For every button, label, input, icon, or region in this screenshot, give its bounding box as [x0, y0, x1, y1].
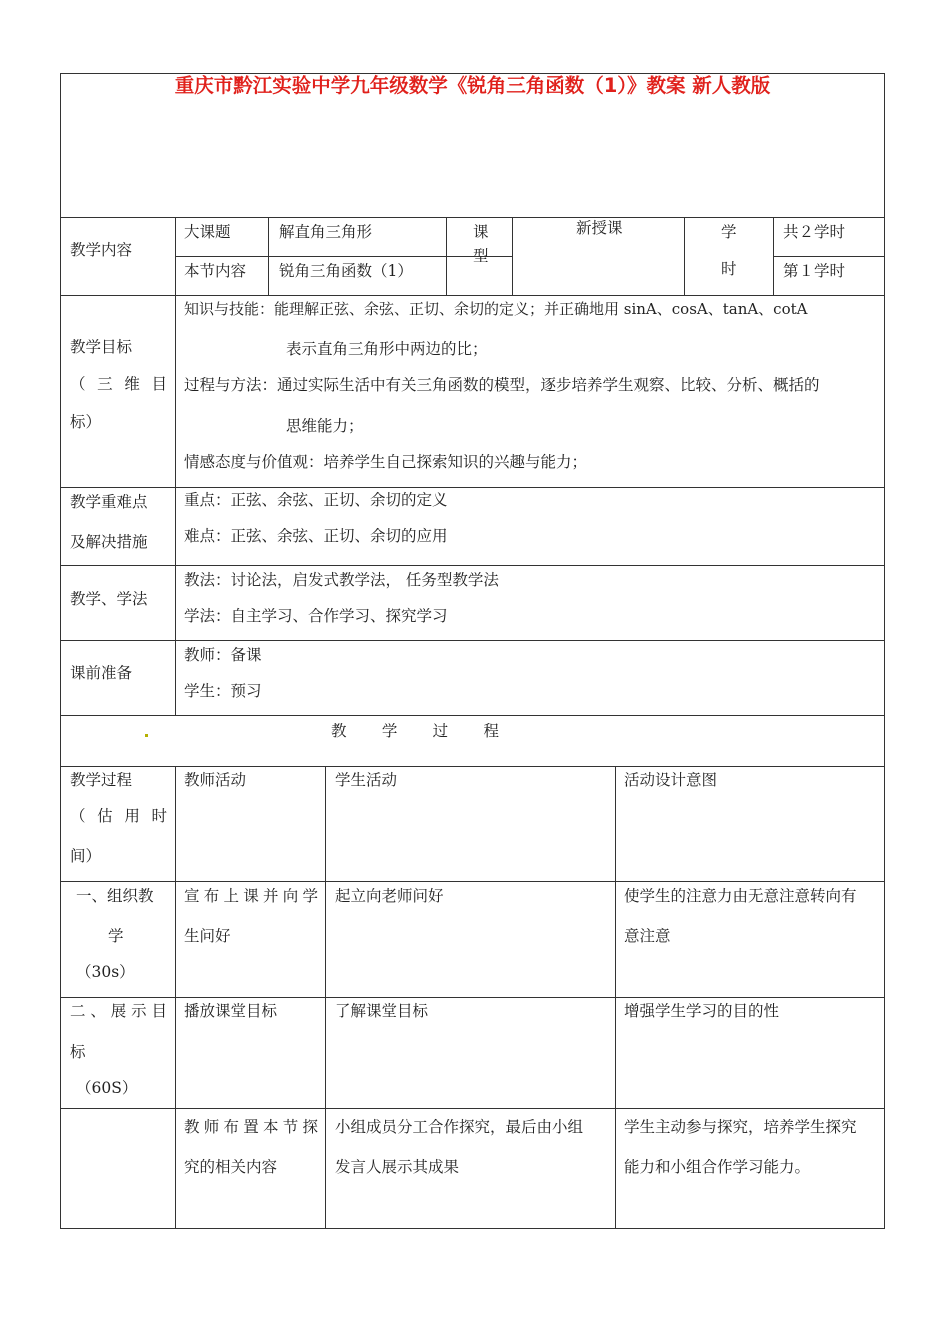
row-divider — [60, 640, 885, 641]
decorative-dot — [145, 734, 148, 737]
process-header-teacher: 教师活动 — [184, 771, 247, 789]
table-row-2-teacher-1: 播放课堂目标 — [184, 1002, 278, 1020]
preparation-label: 课前准备 — [70, 664, 133, 682]
objective-process-line-2: 思维能力； — [286, 417, 364, 435]
table-row-1-intent-2: 意注意 — [624, 927, 671, 945]
process-header-stage-3: 间） — [70, 847, 102, 865]
section-value: 锐角三角函数（1） — [279, 262, 413, 280]
table-row-1-stage-1: 一、组织教 — [76, 887, 154, 905]
key-points-label-2: 及解决措施 — [70, 533, 148, 551]
process-header-stage-1: 教学过程 — [70, 771, 133, 789]
process-header-stage-2: （ 估 用 时 — [70, 807, 167, 825]
hours-total: 共２学时 — [783, 223, 846, 241]
column-divider — [175, 766, 176, 1229]
table-row-1-stage-3: （30s） — [76, 963, 135, 981]
type-value: 新授课 — [576, 219, 623, 237]
row-divider — [773, 256, 885, 257]
column-divider — [446, 217, 447, 295]
big-topic-label: 大课题 — [184, 223, 231, 241]
table-row-2-stage-1: 二、展示目 — [70, 1002, 167, 1020]
objective-process-line-1: 过程与方法：通过实际生活中有关三角函数的模型，逐步培养学生观察、比较、分析、概括的 — [184, 376, 820, 394]
hours-this: 第１学时 — [783, 262, 846, 280]
column-divider — [325, 766, 326, 1229]
row-divider — [175, 256, 512, 257]
row-divider — [60, 766, 885, 767]
column-divider — [512, 217, 513, 295]
row-divider — [60, 1108, 885, 1109]
table-row-3-teacher-1: 教师布置本节探 — [184, 1118, 318, 1136]
column-divider — [684, 217, 685, 295]
teacher-preparation: 教师：备课 — [184, 646, 262, 664]
table-row-2-stage-3: （60S） — [76, 1079, 138, 1097]
table-row-3-teacher-2: 究的相关内容 — [184, 1158, 278, 1176]
table-row-2-intent-1: 增强学生学习的目的性 — [624, 1002, 780, 1020]
objective-emotion: 情感态度与价值观：培养学生自己探索知识的兴趣与能力； — [184, 453, 588, 471]
table-row-1-teacher-2: 生问好 — [184, 927, 231, 945]
content-label: 教学内容 — [70, 241, 133, 259]
row-divider — [60, 997, 885, 998]
student-preparation: 学生：预习 — [184, 682, 262, 700]
learning-method: 学法：自主学习、合作学习、探究学习 — [184, 607, 448, 625]
process-heading: 教 学 过 程 — [331, 722, 499, 740]
row-divider — [60, 565, 885, 566]
objectives-label-1: 教学目标 — [70, 338, 133, 356]
methods-label: 教学、学法 — [70, 590, 148, 608]
column-divider — [175, 217, 176, 715]
big-topic-value: 解直角三角形 — [279, 223, 373, 241]
column-divider — [615, 766, 616, 1229]
table-row-3-intent-2: 能力和小组合作学习能力。 — [624, 1158, 811, 1176]
section-label: 本节内容 — [184, 262, 247, 280]
table-row-1-student-1: 起立向老师问好 — [335, 887, 444, 905]
type-label-1: 课 — [473, 223, 489, 241]
process-header-intent: 活动设计意图 — [624, 771, 718, 789]
hours-label-2: 时 — [721, 260, 737, 278]
table-row-1-intent-1: 使学生的注意力由无意注意转向有 — [624, 887, 857, 905]
teaching-method: 教法：讨论法，启发式教学法， 任务型教学法 — [184, 571, 499, 589]
row-divider — [60, 217, 885, 218]
objectives-label-2: （ 三 维 目 — [70, 375, 167, 393]
row-divider — [60, 487, 885, 488]
document-title: 重庆市黔江实验中学九年级数学《锐角三角函数（1）》教案 新人教版 — [174, 74, 771, 97]
row-divider — [60, 881, 885, 882]
table-row-1-teacher-1: 宣布上课并向学 — [184, 887, 318, 905]
table-row-3-student-1: 小组成员分工合作探究，最后由小组 — [335, 1118, 584, 1136]
process-header-student: 学生活动 — [335, 771, 398, 789]
objective-knowledge-line-1: 知识与技能：能理解正弦、余弦、正切、余切的定义；并正确地用 sinA、cosA、tanA、cotA — [184, 300, 808, 318]
objectives-label-3: 标） — [70, 413, 102, 431]
table-row-3-intent-1: 学生主动参与探究，培养学生探究 — [624, 1118, 857, 1136]
difficult-point: 难点：正弦、余弦、正切、余切的应用 — [184, 527, 448, 545]
key-points-label-1: 教学重难点 — [70, 493, 148, 511]
table-row-3-student-2: 发言人展示其成果 — [335, 1158, 460, 1176]
row-divider — [60, 715, 885, 716]
table-row-2-stage-2: 标 — [70, 1043, 86, 1061]
table-row-2-student-1: 了解课堂目标 — [335, 1002, 429, 1020]
table-row-1-stage-2: 学 — [108, 927, 124, 945]
type-label-2: 型 — [473, 247, 489, 265]
hours-label-1: 学 — [721, 223, 737, 241]
objective-knowledge-line-2: 表示直角三角形中两边的比； — [286, 340, 488, 358]
column-divider — [773, 217, 774, 295]
key-point: 重点：正弦、余弦、正切、余切的定义 — [184, 491, 448, 509]
row-divider — [60, 295, 885, 296]
column-divider — [268, 217, 269, 295]
